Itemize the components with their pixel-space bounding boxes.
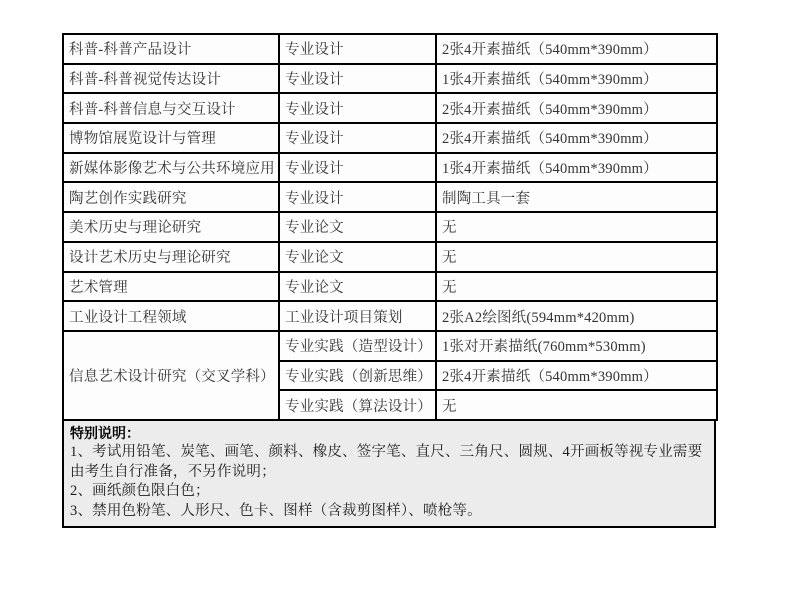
materials-cell: 2张4开素描纸（540mm*390mm） (436, 93, 717, 123)
materials-cell: 制陶工具一套 (436, 182, 717, 212)
exam-requirements-document (62, 33, 716, 528)
subject-cell: 科普-科普产品设计 (63, 34, 279, 64)
materials-cell: 2张A2绘图纸(594mm*420mm) (436, 301, 717, 331)
notes-item-3: 3、禁用色粉笔、人形尺、色卡、图样（含裁剪图样）、喷枪等。 (70, 502, 482, 519)
table-row (63, 93, 717, 123)
table-row (63, 272, 717, 302)
subject-cell-merged: 信息艺术设计研究（交叉学科） (63, 331, 279, 420)
materials-cell: 2张4开素描纸（540mm*390mm） (436, 123, 717, 153)
table-row (63, 242, 717, 272)
exam-materials-table (62, 33, 718, 421)
subject-cell: 艺术管理 (63, 272, 279, 302)
materials-cell: 1张对开素描纸(760mm*530mm) (436, 331, 717, 361)
notes-heading: 特别说明： (70, 424, 140, 441)
materials-cell: 无 (436, 212, 717, 242)
notes-item-1: 1、考试用铅笔、炭笔、画笔、颜料、橡皮、签字笔、直尺、三角尺、圆规、4开画板等视专业需要由考生自行准备，不另作说明； (70, 444, 703, 480)
table-row (63, 153, 717, 183)
table-row (63, 331, 717, 361)
table-row (63, 212, 717, 242)
subject-cell: 陶艺创作实践研究 (63, 182, 279, 212)
subject-cell: 科普-科普信息与交互设计 (63, 93, 279, 123)
exam-cell: 专业论文 (279, 272, 436, 302)
materials-cell: 2张4开素描纸（540mm*390mm） (436, 361, 717, 391)
exam-cell: 专业实践（造型设计） (279, 331, 436, 361)
materials-cell: 2张4开素描纸（540mm*390mm） (436, 34, 717, 64)
notes-item-2: 2、画纸颜色限白色； (70, 483, 210, 500)
materials-cell: 1张4开素描纸（540mm*390mm） (436, 64, 717, 94)
subject-cell: 设计艺术历史与理论研究 (63, 242, 279, 272)
subject-cell: 新媒体影像艺术与公共环境应用 (63, 153, 279, 183)
subject-cell: 博物馆展览设计与管理 (63, 123, 279, 153)
exam-cell: 专业设计 (279, 34, 436, 64)
subject-cell: 美术历史与理论研究 (63, 212, 279, 242)
table-row (63, 182, 717, 212)
exam-cell: 专业设计 (279, 123, 436, 153)
table-row (63, 64, 717, 94)
subject-cell: 工业设计工程领域 (63, 301, 279, 331)
materials-cell: 无 (436, 242, 717, 272)
table-row (63, 301, 717, 331)
exam-cell: 专业实践（创新思维） (279, 361, 436, 391)
exam-cell: 专业论文 (279, 242, 436, 272)
table-row (63, 34, 717, 64)
subject-cell: 科普-科普视觉传达设计 (63, 64, 279, 94)
exam-cell: 专业设计 (279, 93, 436, 123)
materials-cell: 无 (436, 390, 717, 420)
exam-cell: 专业设计 (279, 182, 436, 212)
exam-cell: 专业论文 (279, 212, 436, 242)
special-notes-box (62, 419, 716, 529)
exam-cell: 专业设计 (279, 64, 436, 94)
exam-cell: 工业设计项目策划 (279, 301, 436, 331)
materials-cell: 无 (436, 272, 717, 302)
exam-cell: 专业实践（算法设计） (279, 390, 436, 420)
table-row (63, 123, 717, 153)
exam-cell: 专业设计 (279, 153, 436, 183)
materials-cell: 1张4开素描纸（540mm*390mm） (436, 153, 717, 183)
